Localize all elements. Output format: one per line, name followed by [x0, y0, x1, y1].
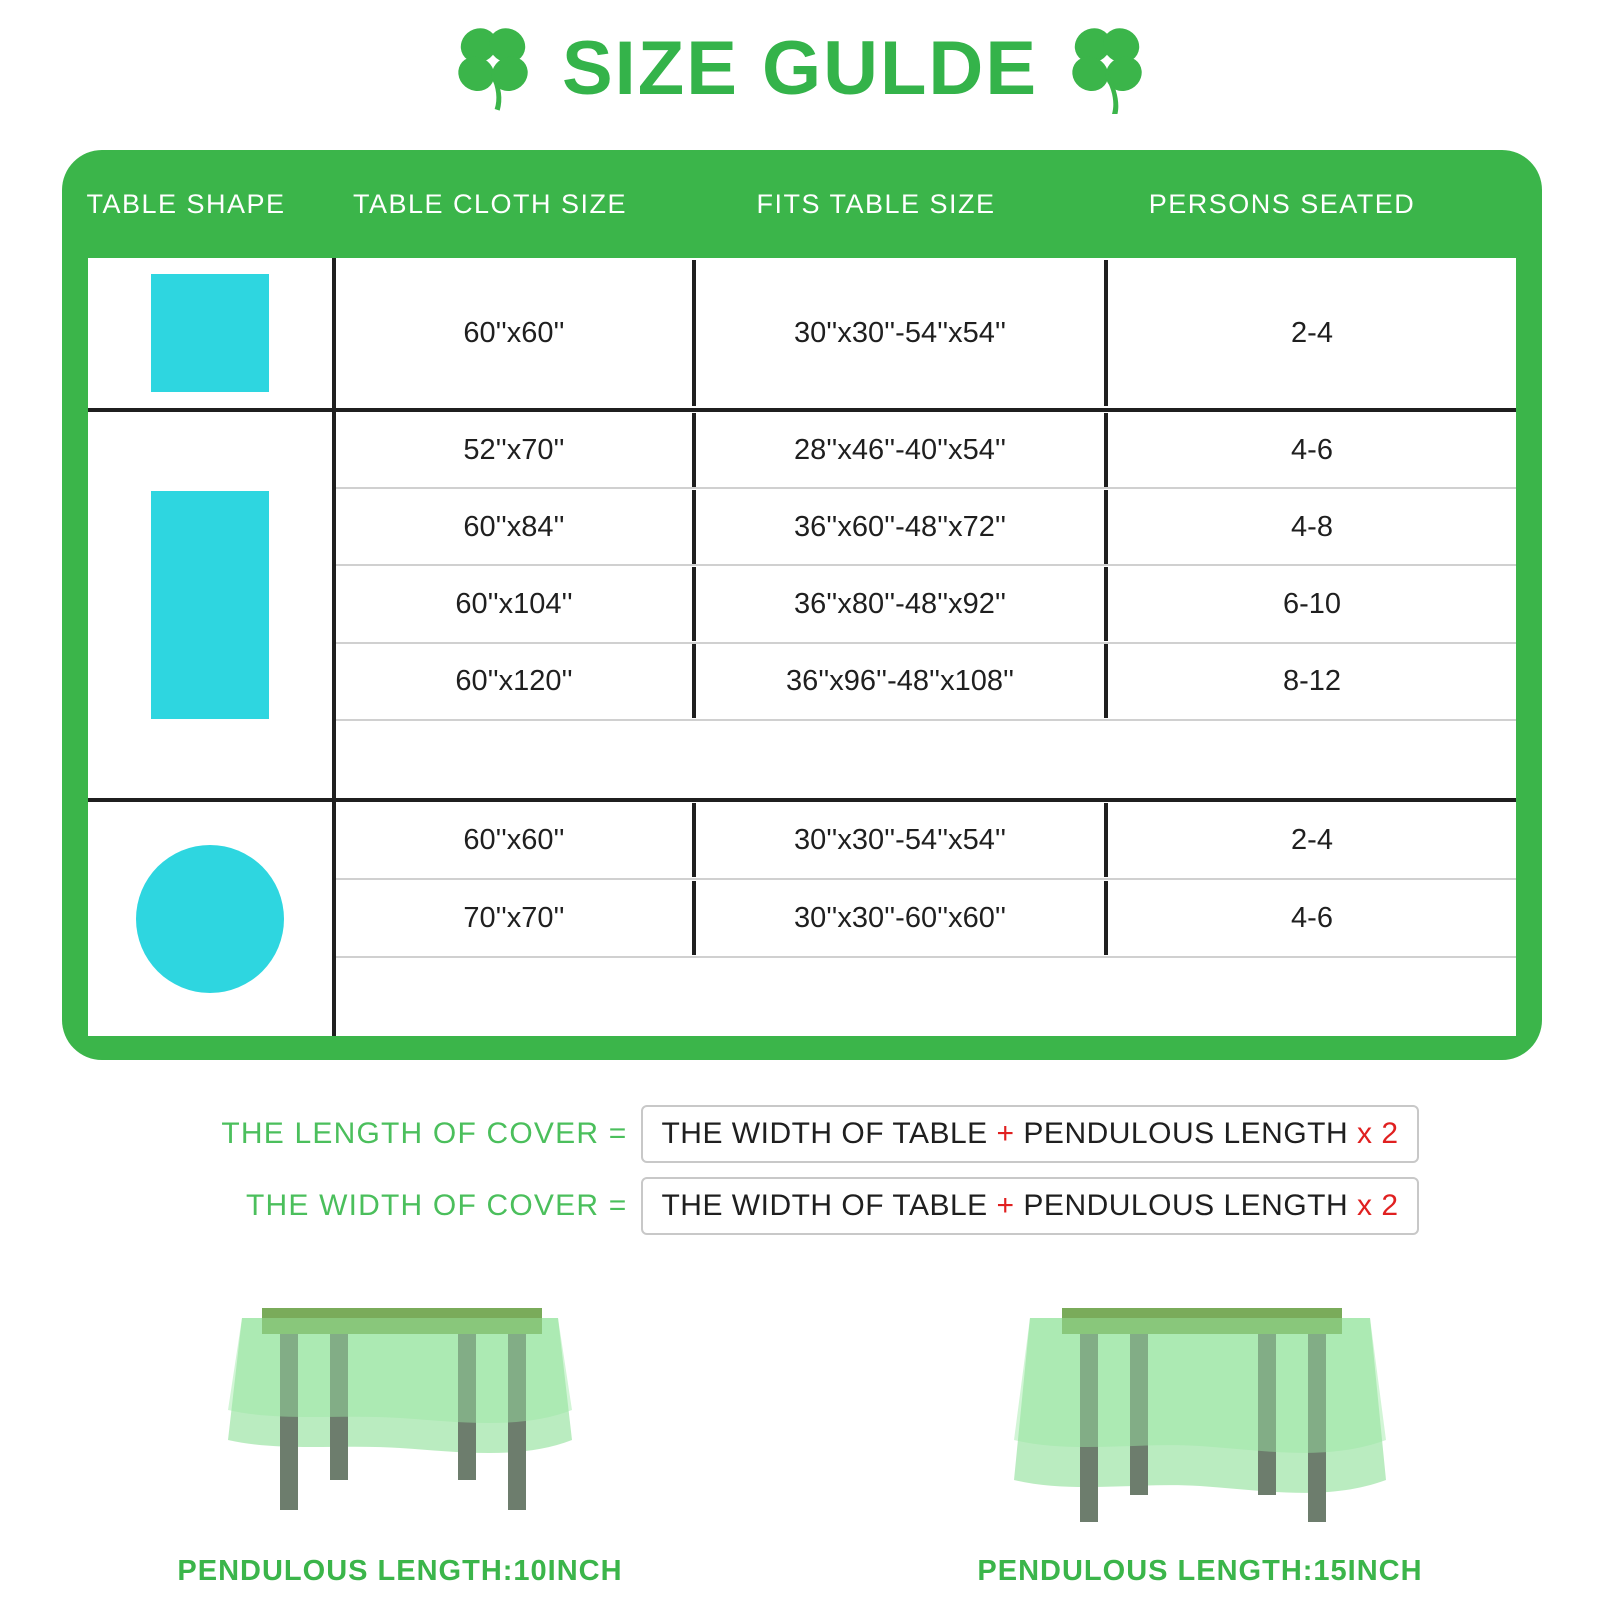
cell-table-cloth-size: 60''x120''	[336, 644, 696, 718]
cell-fits-table-size: 36''x60''-48''x72''	[696, 490, 1108, 564]
cell-table-cloth-size: 52''x70''	[336, 413, 696, 487]
table-header-row	[62, 150, 1542, 258]
formula-length-part1: THE WIDTH OF TABLE	[661, 1117, 988, 1150]
formula-width-part1: THE WIDTH OF TABLE	[661, 1189, 988, 1222]
illustration-caption-10inch: PENDULOUS LENGTH:10INCH	[177, 1555, 623, 1587]
table-with-cloth-15inch-icon	[990, 1290, 1410, 1545]
table-row	[336, 258, 1516, 408]
table-row	[336, 412, 1516, 489]
rows-group-square	[336, 258, 1516, 408]
page-title: SIZE GULDE	[561, 25, 1039, 111]
table-row	[88, 258, 1516, 412]
cell-persons-seated: 6-10	[1282, 588, 1342, 620]
table-row	[88, 802, 1516, 1036]
cell-table-cloth-size: 60''x60''	[336, 803, 696, 877]
circle-shape-icon	[136, 845, 284, 993]
table-row	[336, 566, 1516, 643]
formula-length-label: THE LENGTH OF COVER =	[221, 1117, 628, 1150]
rows-group-rectangle	[336, 412, 1516, 798]
formula-width-box	[641, 1177, 1418, 1235]
column-header-fits-table-size: FITS TABLE SIZE	[756, 188, 996, 219]
illustration-section	[0, 1290, 1600, 1588]
cell-fits-table-size: 30''x30''-60''x60''	[696, 881, 1108, 955]
cell-fits-table-size: 36''x80''-48''x92''	[696, 567, 1108, 641]
formula-width-label: THE WIDTH OF COVER =	[245, 1189, 628, 1222]
formula-length-part2: PENDULOUS LENGTH	[1023, 1117, 1349, 1150]
shape-cell-rectangle	[88, 412, 336, 798]
formula-section	[0, 1105, 1600, 1249]
cell-fits-table-size: 28''x46''-40''x54''	[696, 413, 1108, 487]
column-header-table-shape: TABLE SHAPE	[86, 188, 286, 219]
formula-width-plus: +	[996, 1189, 1015, 1222]
cell-persons-seated: 2-4	[1291, 317, 1333, 349]
table-row	[88, 412, 1516, 802]
formula-width-part2: PENDULOUS LENGTH	[1023, 1189, 1349, 1222]
cell-persons-seated: 4-6	[1291, 902, 1333, 934]
page-title-row	[0, 0, 1600, 110]
square-shape-icon	[151, 274, 269, 392]
rows-group-circle	[336, 802, 1516, 1036]
size-guide-card	[62, 150, 1542, 1060]
formula-length-times: x 2	[1357, 1117, 1399, 1150]
table-row	[336, 880, 1516, 958]
shape-cell-circle	[88, 802, 336, 1036]
table-with-cloth-10inch-icon	[190, 1290, 610, 1545]
cell-table-cloth-size: 60''x84''	[336, 490, 696, 564]
cell-fits-table-size: 36''x96''-48''x108''	[696, 644, 1108, 718]
clover-right-icon	[1064, 22, 1150, 114]
rectangle-shape-icon	[151, 491, 269, 719]
formula-length-plus: +	[996, 1117, 1015, 1150]
cell-table-cloth-size: 60''x104''	[336, 567, 696, 641]
table-body	[88, 258, 1516, 1036]
column-header-persons-seated: PERSONS SEATED	[1148, 188, 1416, 219]
illustration-10inch	[0, 1290, 800, 1588]
cell-persons-seated: 4-6	[1291, 433, 1333, 466]
table-row	[336, 958, 1516, 1036]
cell-table-cloth-size: 70''x70''	[336, 881, 696, 955]
column-header-table-cloth-size: TABLE CLOTH SIZE	[352, 188, 628, 219]
cell-fits-table-size: 30''x30''-54''x54''	[696, 803, 1108, 877]
cell-persons-seated: 2-4	[1291, 824, 1333, 856]
formula-width-times: x 2	[1357, 1189, 1399, 1222]
cell-persons-seated: 8-12	[1282, 665, 1342, 698]
illustration-15inch	[800, 1290, 1600, 1588]
table-row	[336, 644, 1516, 721]
table-row	[336, 802, 1516, 880]
cell-fits-table-size: 30''x30''-54''x54''	[696, 260, 1108, 406]
shape-cell-square	[88, 258, 336, 408]
clover-left-icon	[450, 22, 536, 114]
formula-length-box	[641, 1105, 1418, 1163]
table-row	[336, 489, 1516, 566]
formula-length-row	[0, 1105, 1600, 1163]
formula-width-row	[0, 1177, 1600, 1235]
table-row	[336, 721, 1516, 798]
cell-persons-seated: 4-8	[1291, 510, 1333, 543]
cell-table-cloth-size: 60''x60''	[336, 260, 696, 406]
illustration-caption-15inch: PENDULOUS LENGTH:15INCH	[977, 1555, 1423, 1587]
